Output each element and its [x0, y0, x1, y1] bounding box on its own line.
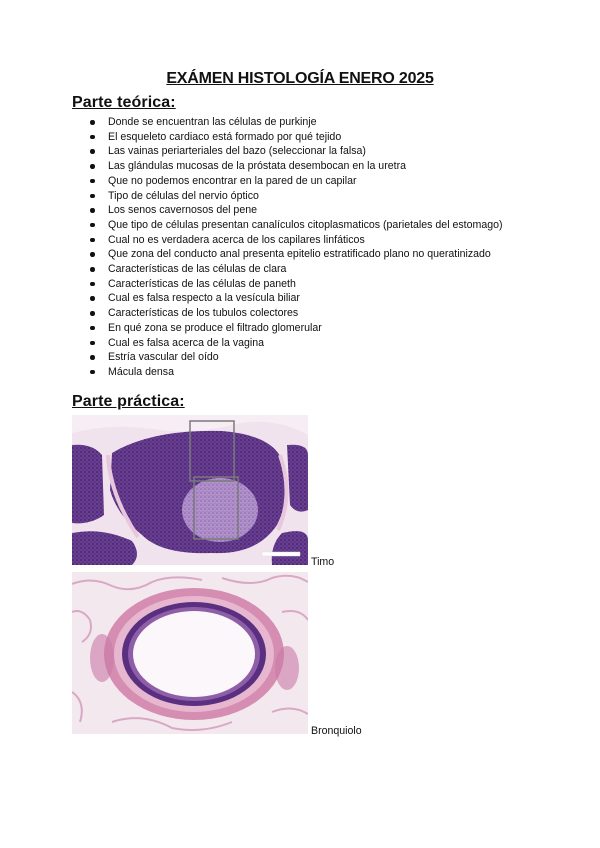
list-item: Estría vascular del oído	[88, 350, 503, 365]
list-item: Las glándulas mucosas de la próstata desembocan en la uretra	[88, 159, 503, 174]
list-item: Cual no es verdadera acerca de los capilares linfáticos	[88, 233, 503, 248]
bronchiole-micrograph	[72, 572, 308, 734]
list-item: En qué zona se produce el filtrado glomerular	[88, 321, 503, 336]
practice-heading: Parte práctica:	[72, 393, 185, 410]
list-item: Los senos cavernosos del pene	[88, 203, 503, 218]
list-item: Que no podemos encontrar en la pared de un capilar	[88, 174, 503, 189]
list-item: Características de las células de paneth	[88, 277, 503, 292]
thymus-micrograph	[72, 415, 308, 565]
thymus-caption: Timo	[311, 556, 335, 568]
list-item: Que tipo de células presentan canalículos citoplasmaticos (parietales del estomago)	[88, 218, 503, 233]
theory-heading: Parte teórica:	[72, 94, 176, 111]
list-item: Donde se encuentran las células de purkinje	[88, 115, 503, 130]
list-item: Tipo de células del nervio óptico	[88, 189, 503, 204]
list-item: Cual es falsa respecto a la vesícula biliar	[88, 291, 503, 306]
list-item: Que zona del conducto anal presenta epitelio estratificado plano no queratinizado	[88, 247, 503, 262]
list-item: Características de las células de clara	[88, 262, 503, 277]
list-item: Características de los tubulos colectores	[88, 306, 503, 321]
list-item: El esqueleto cardiaco está formado por qué tejido	[88, 130, 503, 145]
theory-question-list	[88, 115, 503, 380]
list-item: Mácula densa	[88, 365, 503, 380]
page-title: EXÁMEN HISTOLOGÍA ENERO 2025	[166, 70, 434, 87]
list-item: Cual es falsa acerca de la vagina	[88, 336, 503, 351]
bronchiole-caption: Bronquiolo	[311, 725, 362, 737]
list-item: Las vainas periarteriales del bazo (seleccionar la falsa)	[88, 144, 503, 159]
